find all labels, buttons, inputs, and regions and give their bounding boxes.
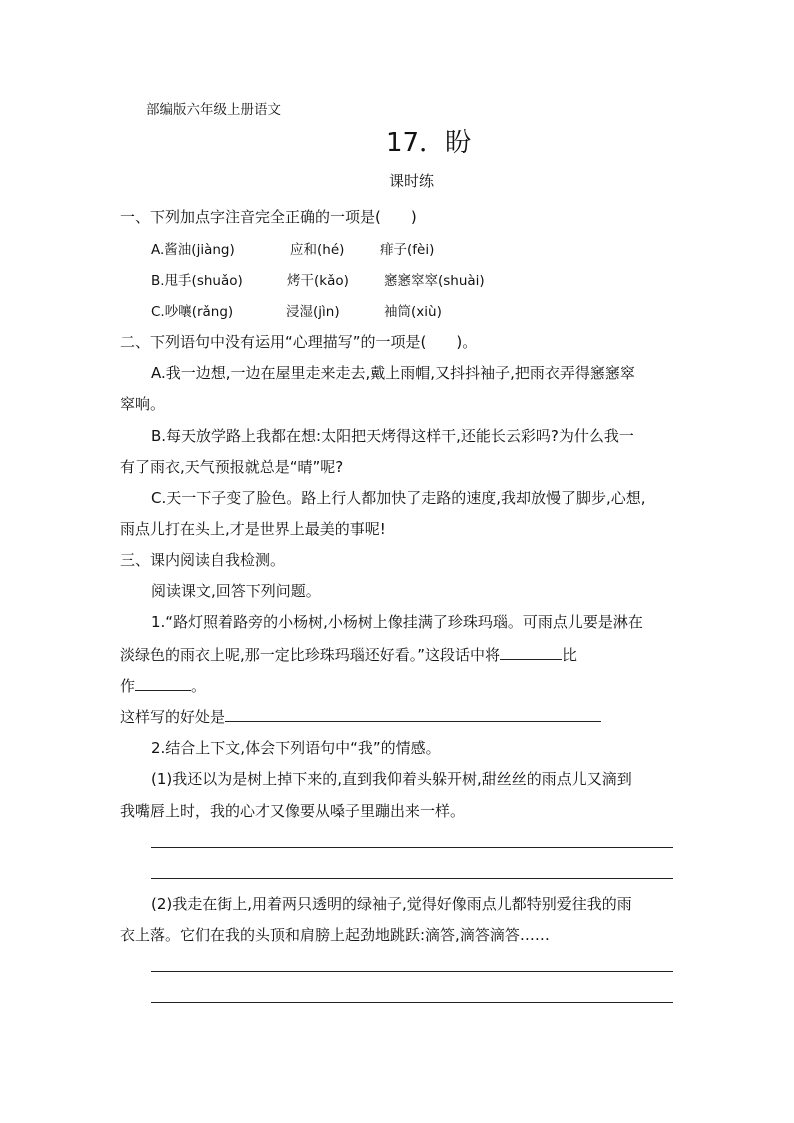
q2-option-b-line-2: 有了雨衣,天气预报就总是“晴”呢? (120, 458, 344, 476)
question-3-stem: 三、课内阅读自我检测。 (120, 551, 286, 569)
q2-option-a-line-1: A.我一边想,一边在屋里走来走去,戴上雨帽,又抖抖袖子,把雨衣弄得窸窸窣 (151, 364, 635, 382)
q1-option-b (151, 269, 243, 289)
q3-passage-1-line-3-text: 作 (120, 677, 136, 695)
q3-benefit-line (120, 705, 601, 727)
question-2-stem: 二、下列语句中没有运用“心理描写”的一项是( )。 (120, 333, 478, 351)
answer-blank-2[interactable] (135, 674, 191, 691)
q1-option-a-label: A. (151, 242, 165, 258)
q3-passage-1-line-2-text: 淡绿色的雨衣上呢,那一定比珍珠玛瑙还好看。”这段话中将 (120, 646, 501, 664)
answer-line-2a[interactable] (151, 971, 673, 972)
q3-sentence-2-line-2: 衣上落。它们在我的头顶和肩膀上起劲地跳跃:滴答,滴答滴答…… (120, 926, 550, 944)
answer-line-1b[interactable] (151, 878, 673, 879)
q2-option-b-line-1: B.每天放学路上我都在想:太阳把天烤得这样干,还能长云彩吗?为什么我一 (151, 427, 634, 445)
q1-option-a-item-3: 痱子(fèi) (380, 242, 435, 258)
q3-instruction: 阅读课文,回答下列问题。 (151, 582, 321, 600)
q3-sentence-1-line-1: (1)我还以为是树上掉下来的,直到我仰着头躲开树,甜丝丝的雨点儿又滴到 (151, 770, 632, 788)
q1-option-c-item-1: 吵嚷(rǎng) (164, 304, 234, 320)
q1-option-a-item-2: 应和(hé) (290, 242, 345, 258)
q1-option-c-item-3: 袖筒(xiù) (384, 304, 442, 320)
q3-sentence-1-line-2: 我嘴唇上时，我的心才又像要从嗓子里蹦出来一样。 (120, 802, 466, 820)
q2-option-c-line-1: C.天一下子变了脸色。路上行人都加快了走路的速度,我却放慢了脚步,心想, (151, 489, 646, 507)
answer-blank-1[interactable] (500, 643, 562, 660)
q1-option-a-item-1: 酱油(jiàng) (164, 242, 235, 258)
q1-option-b-item-3: 窸窸窣窣(shuài) (384, 273, 485, 289)
answer-blank-benefit[interactable] (225, 705, 601, 722)
answer-line-2b[interactable] (151, 1002, 673, 1003)
q1-option-c-item-2: 浸湿(jìn) (286, 304, 340, 320)
q3-passage-1-line-3 (120, 674, 206, 696)
q1-option-b-label: B. (151, 273, 165, 289)
q1-option-b-item-1: 甩手(shuǎo) (164, 273, 243, 289)
section-subheading: 课时练 (389, 172, 435, 190)
q3-passage-1-line-3-end: 。 (191, 677, 207, 695)
q1-option-c (151, 300, 233, 320)
q1-option-a (151, 238, 235, 258)
q1-option-b-item-2: 烤干(kǎo) (287, 273, 349, 289)
document-subtitle: 部编版六年级上册语文 (146, 102, 281, 118)
q2-option-c-line-2: 雨点儿打在头上,才是世界上最美的事呢! (120, 520, 386, 538)
q3-part-2-stem: 2.结合上下文,体会下列语句中“我”的情感。 (151, 739, 441, 757)
answer-line-1a[interactable] (151, 847, 673, 848)
q2-option-a-line-2: 窣响。 (120, 395, 166, 413)
q1-option-c-label: C. (151, 304, 165, 320)
q3-benefit-label: 这样写的好处是 (120, 708, 226, 726)
lesson-title: 17．盼 (386, 128, 472, 158)
q3-passage-1-line-2-end: 比 (562, 646, 578, 664)
q3-passage-1-line-1: 1.“路灯照着路旁的小杨树,小杨树上像挂满了珍珠玛瑙。可雨点儿要是淋在 (151, 613, 643, 631)
q3-sentence-2-line-1: (2)我走在街上,用着两只透明的绿袖子,觉得好像雨点儿都特别爱往我的雨 (151, 895, 632, 913)
question-1-stem: 一、下列加点字注音完全正确的一项是( ) (120, 208, 417, 226)
q3-passage-1-line-2 (120, 643, 577, 665)
